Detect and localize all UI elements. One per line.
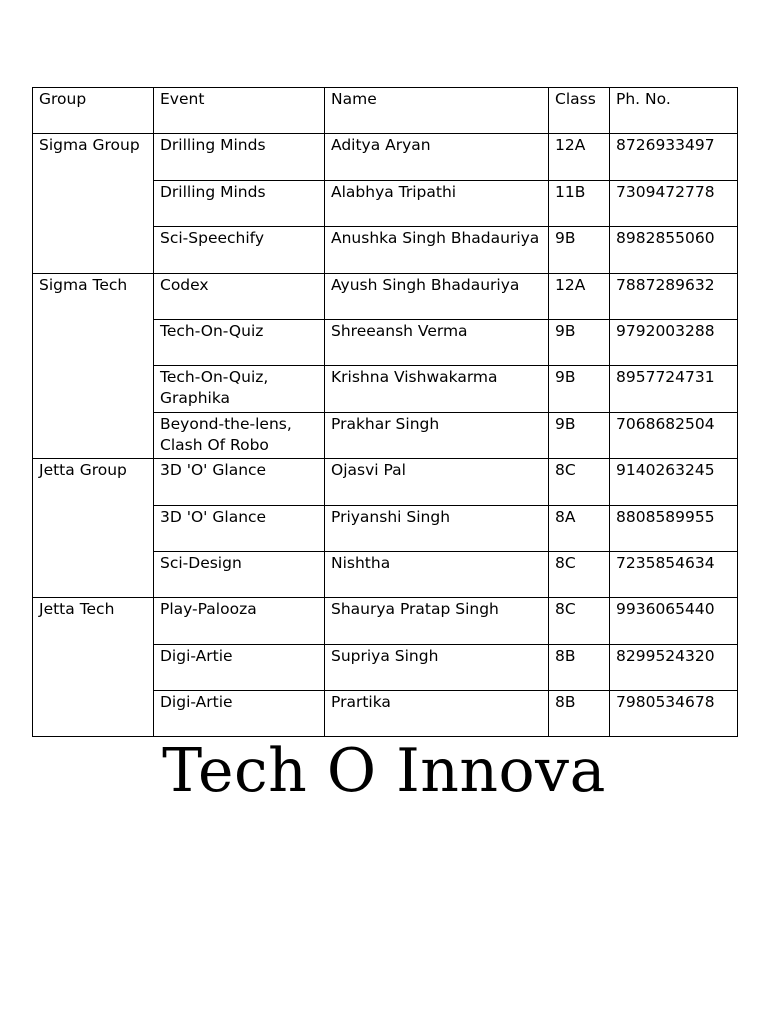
cell-name: Shaurya Pratap Singh (325, 598, 549, 644)
cell-name: Prartika (325, 691, 549, 737)
cell-class: 12A (549, 134, 610, 180)
cell-class: 8B (549, 691, 610, 737)
table-row (33, 273, 738, 319)
cell-event: 3D 'O' Glance (154, 459, 325, 505)
cell-event: 3D 'O' Glance (154, 505, 325, 551)
cell-name: Anushka Singh Bhadauriya (325, 227, 549, 273)
cell-phone: 8957724731 (610, 366, 738, 412)
cell-event: Tech-On-Quiz (154, 319, 325, 365)
cell-group: Jetta Tech (33, 598, 154, 737)
table-header-row (33, 88, 738, 134)
cell-group: Sigma Tech (33, 273, 154, 459)
cell-event: Digi-Artie (154, 691, 325, 737)
table-row (33, 134, 738, 180)
cell-name: Priyanshi Singh (325, 505, 549, 551)
cell-event: Sci-Speechify (154, 227, 325, 273)
cell-phone: 7235854634 (610, 551, 738, 597)
cell-phone: 7309472778 (610, 180, 738, 226)
cell-event: Drilling Minds (154, 134, 325, 180)
cell-phone: 8726933497 (610, 134, 738, 180)
cell-event: Play-Palooza (154, 598, 325, 644)
cell-name: Shreeansh Verma (325, 319, 549, 365)
cell-phone: 8808589955 (610, 505, 738, 551)
cell-name: Alabhya Tripathi (325, 180, 549, 226)
cell-class: 9B (549, 227, 610, 273)
cell-event: Tech-On-Quiz, Graphika (154, 366, 325, 412)
cell-class: 8C (549, 598, 610, 644)
cell-class: 8B (549, 644, 610, 690)
table-row (33, 459, 738, 505)
cell-name: Prakhar Singh (325, 412, 549, 458)
cell-class: 8A (549, 505, 610, 551)
cell-class: 12A (549, 273, 610, 319)
cell-phone: 7887289632 (610, 273, 738, 319)
cell-phone: 8982855060 (610, 227, 738, 273)
cell-phone: 8299524320 (610, 644, 738, 690)
cell-class: 11B (549, 180, 610, 226)
header-event: Event (154, 88, 325, 134)
cell-class: 9B (549, 366, 610, 412)
cell-name: Nishtha (325, 551, 549, 597)
cell-event: Sci-Design (154, 551, 325, 597)
cell-phone: 9140263245 (610, 459, 738, 505)
header-class: Class (549, 88, 610, 134)
cell-group: Sigma Group (33, 134, 154, 273)
header-name: Name (325, 88, 549, 134)
cell-phone: 7068682504 (610, 412, 738, 458)
header-group: Group (33, 88, 154, 134)
cell-phone: 9936065440 (610, 598, 738, 644)
cell-event: Beyond-the-lens, Clash Of Robo (154, 412, 325, 458)
document-title: Tech O Innova (162, 736, 606, 806)
cell-phone: 7980534678 (610, 691, 738, 737)
cell-class: 9B (549, 319, 610, 365)
cell-event: Digi-Artie (154, 644, 325, 690)
cell-phone: 9792003288 (610, 319, 738, 365)
cell-name: Supriya Singh (325, 644, 549, 690)
cell-name: Krishna Vishwakarma (325, 366, 549, 412)
cell-class: 8C (549, 459, 610, 505)
header-phone: Ph. No. (610, 88, 738, 134)
cell-class: 9B (549, 412, 610, 458)
cell-group: Jetta Group (33, 459, 154, 598)
table-body (33, 134, 738, 737)
cell-name: Aditya Aryan (325, 134, 549, 180)
cell-name: Ojasvi Pal (325, 459, 549, 505)
participants-table (32, 87, 738, 737)
cell-event: Codex (154, 273, 325, 319)
table-row (33, 598, 738, 644)
cell-class: 8C (549, 551, 610, 597)
cell-event: Drilling Minds (154, 180, 325, 226)
cell-name: Ayush Singh Bhadauriya (325, 273, 549, 319)
